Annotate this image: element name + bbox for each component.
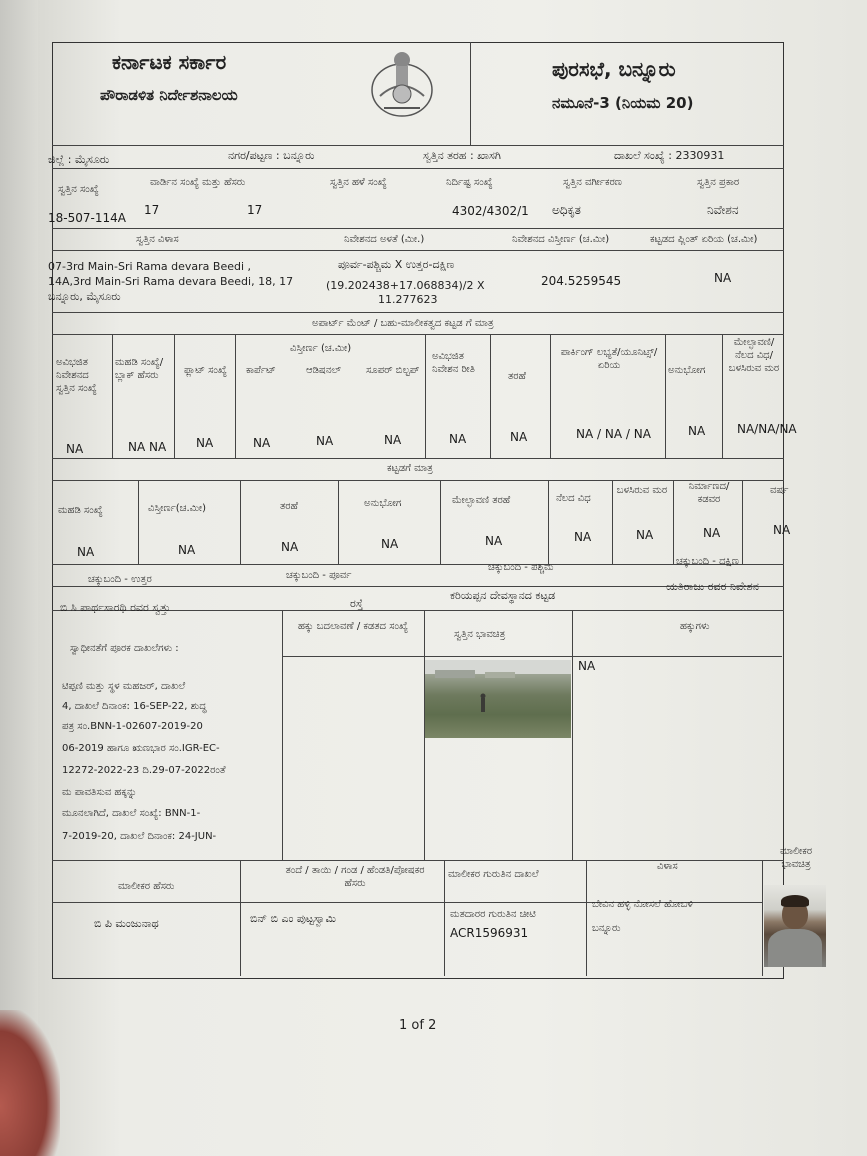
doc-line: 7-2019-20, ದಾಖಲೆ ದಿನಾಂಕ: 24-JUN- [62, 831, 217, 842]
building-value: NA [485, 534, 503, 548]
building-value: NA [574, 530, 592, 544]
apt-value: NA / NA / NA [576, 427, 651, 441]
divider [52, 250, 784, 251]
address-line: 07-3rd Main-Sri Rama devara Beedi , [48, 260, 252, 273]
page-edge [0, 0, 40, 1156]
page-number: 1 of 2 [399, 1018, 437, 1033]
doc-line: ಪತ್ರ ಸಂ.BNN-1-02607-2019-20 [62, 721, 203, 732]
building-value: NA [381, 537, 399, 551]
mutation-header: ಹಕ್ಕು ಬದಲಾವಣೆ / ಕಡತದ ಸಂಖ್ಯೆ [297, 621, 408, 632]
owner-photo-header: ಮಾಲೀಕರ ಭಾವಚಿತ್ರ [779, 846, 813, 870]
apt-header: ತರಹೆ [508, 371, 526, 382]
divider [722, 334, 723, 458]
property-kind: ನಿವೇಶನ [707, 203, 739, 217]
divider [52, 228, 784, 229]
boundary-header-west: ಚಕ್ಕುಬಂದಿ - ಪಶ್ಚಿಮ [488, 562, 554, 573]
ward-header: ವಾರ್ಡಿನ ಸಂಖ್ಯೆ ಮತ್ತು ಹೆಸರು [150, 177, 246, 188]
owner-address-line: ಬೇವಿನ ಹಳ್ಳಿ ನೋಸಲೆ ಹೋಬಳಿ [592, 899, 693, 910]
divider [550, 334, 551, 458]
town-field: ನಗರ/ಪಟ್ಟಣ : ಬನ್ನೂರು [228, 149, 315, 162]
property-kind-header: ಸ್ವತ್ತಿನ ಪ್ರಕಾರ [697, 177, 740, 188]
owner-parent-header: ತಂದೆ / ತಾಯಿ / ಗಂಡ / ಹೆಂಡತಿ/ಪೋಷಕರ ಹೆಸರು [285, 865, 425, 889]
address-line: ಬನ್ನೂರು, ಮೈಸೂರು [48, 290, 121, 303]
doc-line: ಮೂನಲಾಗಿದೆ, ದಾಖಲೆ ಸಂಖ್ಯೆ: BNN-1- [62, 808, 201, 819]
form-number: ನಮೂನೆ-3 (ನಿಯಮ 20) [552, 94, 694, 112]
owner-id-value: ACR1596931 [450, 926, 529, 940]
apt-header: ಅವಿಭಜಿತ ನಿವೇಶನ ರೀತಿ [432, 351, 475, 375]
divider [240, 860, 241, 976]
plot-size-header: ನಿವೇಶನದ ಅಳತೆ (ಮೀ.) [344, 234, 425, 245]
divider [52, 312, 784, 313]
divider [235, 334, 236, 458]
divider [52, 480, 784, 481]
old-number: 17 [247, 203, 263, 217]
apt-value: NA [449, 432, 467, 446]
apartment-title: ಅಪಾರ್ಟ್ ಮೆಂಟ್ / ಬಹು-ಮಾಲೀಕತ್ವದ ಕಟ್ಟಡ ಗೆ ಮಾತ್ರ [312, 318, 494, 329]
divider [444, 860, 445, 976]
doc-line: 12272-2022-23 ದಿ.29-07-2022ರಂತೆ [62, 765, 226, 776]
building-header: ವಿಸ್ತೀರ್ಣ(ಚ.ಮೀ) [148, 503, 207, 514]
divider [174, 334, 175, 458]
divider [440, 480, 441, 564]
divider [240, 480, 241, 564]
owner-address-line: ಬನ್ನೂರು [592, 923, 621, 934]
address-line: 14A,3rd Main-Sri Rama devara Beedi, 18, 17 [48, 275, 294, 288]
finger [0, 1010, 60, 1156]
building-value: NA [77, 545, 95, 559]
owner-parent: ಬಿನ್ ಬಿ ಎಂ ಪುಟ್ಟಸ್ವಾಮಿ [250, 912, 337, 925]
divider [490, 334, 491, 458]
building-header: ಅನುಭೋಗ [364, 498, 402, 509]
building-header: ವರ್ಷ [770, 485, 789, 496]
apt-value: NA [688, 424, 706, 438]
divider [612, 480, 613, 564]
building-header: ನೆಲದ ವಿಧ [556, 493, 591, 504]
building-header: ಬಳಸಿರುವ ಮರ [616, 485, 668, 496]
divider [548, 480, 549, 564]
apt-value: NA [253, 436, 271, 450]
divider [52, 564, 784, 565]
divider [742, 480, 743, 564]
doc-line: 4, ದಾಖಲೆ ದಿನಾಂಕ: 16-SEP-22, ಶುದ್ಧ [62, 701, 207, 712]
apt-value: NA [66, 442, 84, 456]
boundary-header-north: ಚಕ್ಕುಬಂದಿ - ಉತ್ತರ [88, 574, 152, 585]
rights-value: NA [578, 659, 596, 673]
directorate-title: ಪೌರಾಡಳಿತ ನಿರ್ದೇಶನಾಲಯ [100, 86, 238, 104]
divider [586, 860, 587, 976]
boundary-north: ಬಿ ಸಿ ಪಾರ್ಥಸಾರಥಿ ರವರ ಸ್ವತ್ತು [60, 601, 171, 614]
owner-photo-hair [781, 895, 809, 907]
district-field: ಜಿಲ್ಲೆ : ಮೈಸೂರು [48, 153, 110, 166]
apt-header: ಮೇಲ್ಛಾವಣಿ/ನೆಲದ ವಿಧ/ಬಳಸಿರುವ ಮರ [728, 337, 780, 374]
photo-header: ಸ್ವತ್ತಿನ ಭಾವಚಿತ್ರ [454, 629, 506, 640]
divider [282, 610, 283, 860]
doc-line: ಮ ಪಾವತಿಸುವ ಹಕ್ಕನ್ನು [62, 787, 137, 798]
building-value: NA [178, 543, 196, 557]
building-header: ತರಹೆ [280, 501, 298, 512]
apt-value: NA [196, 436, 214, 450]
dimension-line: (19.202438+17.068834)/2 X [326, 279, 485, 292]
building-value: NA [773, 523, 791, 537]
boundary-header-south: ಚಕ್ಕುಬಂದಿ - ದಕ್ಷಿಣ [676, 556, 739, 567]
apt-value: NA NA [128, 440, 167, 454]
plot-area-header: ನಿವೇಶನದ ವಿಸ್ತೀರ್ಣ (ಚ.ಮೀ) [512, 234, 610, 245]
owner-photo-body [768, 929, 822, 967]
boundary-header-east: ಚಕ್ಕುಬಂದಿ - ಪೂರ್ವ [286, 570, 352, 581]
plinth-area: NA [714, 271, 732, 285]
apt-header: ಫ್ಲಾಟ್ ಸಂಖ್ಯೆ [184, 365, 227, 376]
building-header: ನಿರ್ಮಾಣದ/ಕಡವರ [688, 481, 730, 505]
owner-id-label: ಮತದಾರರ ಗುರುತಿನ ಚೀಟಿ [450, 909, 536, 920]
owner-name: ಬಿ ಪಿ ಮಂಜುನಾಥ [94, 917, 159, 930]
municipality-title: ಪುರಸಭೆ, ಬನ್ನೂರು [552, 57, 676, 81]
owner-photo [764, 885, 826, 967]
property-photo [425, 660, 571, 738]
divider [470, 42, 471, 145]
apt-header: ಕಾರ್ಪೆಟ್ [246, 365, 276, 376]
divider [338, 480, 339, 564]
property-type-field: ಸ್ವತ್ತಿನ ತರಹ : ಖಾಸಗಿ [423, 149, 501, 162]
doc-line: ಟಿಪ್ಪಣಿ ಮತ್ತು ಸ್ಥಳ ಮಹಜರ್, ದಾಖಲೆ [62, 681, 186, 692]
address-header: ಸ್ವತ್ತಿನ ವಿಳಾಸ [136, 234, 179, 245]
old-number-header: ಸ್ವತ್ತಿನ ಹಳೆ ಸಂಖ್ಯೆ [330, 177, 387, 188]
building-header: ಮೇಲ್ಛಾವಣಿ ತರಹೆ [452, 495, 511, 506]
building-value: NA [281, 540, 299, 554]
divider [673, 480, 674, 564]
classification: ಅಧಿಕೃತ [552, 203, 581, 217]
property-number-header: ಸ್ವತ್ತಿನ ಸಂಖ್ಯೆ [58, 184, 99, 195]
boundary-east: ರಸ್ತೆ [350, 597, 364, 610]
divider [572, 610, 573, 860]
record-number-field: ದಾಖಲೆ ಸಂಖ್ಯೆ : 2330931 [614, 149, 725, 162]
building-title: ಕಟ್ಟಡಗೆ ಮಾತ್ರ [387, 463, 433, 474]
apt-header: ಅವಿಭಜಿತ ನಿವೇಶನದ ಸ್ವತ್ತಿನ ಸಂಖ್ಯೆ [56, 357, 97, 394]
apt-header: ಅನುಭೋಗ [668, 365, 706, 376]
specific-number-header: ನಿರ್ದಿಷ್ಟ ಸಂಖ್ಯೆ [446, 177, 493, 188]
govt-title: ಕರ್ನಾಟಕ ಸರ್ಕಾರ [112, 50, 227, 74]
building-value: NA [703, 526, 721, 540]
apt-header: ಆಡಿಷನಲ್ [306, 365, 341, 376]
apt-value: NA/NA/NA [737, 422, 797, 436]
divider [112, 334, 113, 458]
owner-name-header: ಮಾಲೀಕರ ಹೆಸರು [118, 881, 175, 892]
apt-header: ಪಾರ್ಕಿಂಗ್ ಲಭ್ಯತೆ/ಯೂನಿಟ್ಸ್/ಏರಿಯ [560, 347, 658, 371]
building-value: NA [636, 528, 654, 542]
building-header: ಮಹಡಿ ಸಂಖ್ಯೆ [58, 505, 103, 516]
divider [138, 480, 139, 564]
apt-header: ಮಹಡಿ ಸಂಖ್ಯೆ/ಬ್ಲಾಕ್ ಹೆಸರು [115, 357, 164, 381]
plinth-header: ಕಟ್ಟಡದ ಪ್ಲಿಂತ್ ಏರಿಯ (ಚ.ಮೀ) [650, 234, 758, 245]
boundary-south: ಯತಿರಾಜು ರವರ ನಿವೇಶನ [666, 580, 759, 593]
docs-header: ಸ್ವಾಧೀನತೆಗೆ ಪೂರಕ ದಾಖಲೆಗಳು : [70, 643, 179, 654]
specific-number: 4302/4302/1 [452, 204, 529, 218]
boundary-west: ಕರಿಯಪ್ಪನ ದೇವಸ್ಥಾನದ ಕಟ್ಟಡ [450, 589, 556, 602]
apt-area-group: ವಿಸ್ತೀರ್ಣ (ಚ.ಮೀ) [290, 343, 352, 354]
apt-value: NA [316, 434, 334, 448]
dimension-line: ಪೂರ್ವ-ಪಶ್ಚಿಮ X ಉತ್ತರ-ದಕ್ಷಿಣ [338, 258, 455, 271]
divider [665, 334, 666, 458]
divider [52, 145, 784, 146]
state-emblem-icon [370, 46, 434, 122]
apt-value: NA [384, 433, 402, 447]
property-number: 18-507-114A [48, 211, 126, 225]
apt-value: NA [510, 430, 528, 444]
divider [52, 168, 784, 169]
owner-id-header: ಮಾಲೀಕರ ಗುರುತಿನ ದಾಖಲೆ [448, 869, 539, 880]
divider [762, 860, 763, 976]
apt-header: ಸೂಪರ್ ಬಿಲ್ಟಪ್ [366, 365, 420, 376]
plot-area: 204.5259545 [541, 274, 622, 288]
ward-number: 17 [144, 203, 160, 217]
divider [425, 334, 426, 458]
divider [52, 334, 784, 335]
doc-line: 06-2019 ಹಾಗೂ ಋಣಭಾರ ಸಂ.IGR-EC- [62, 743, 220, 754]
owner-address-header: ವಿಳಾಸ [657, 861, 678, 872]
classification-header: ಸ್ವತ್ತಿನ ವರ್ಗೀಕರಣ [563, 177, 622, 188]
divider [282, 656, 782, 657]
divider [52, 458, 784, 459]
rights-header: ಹಕ್ಕುಗಳು [680, 621, 710, 632]
dimension-line: 11.277623 [378, 293, 438, 306]
